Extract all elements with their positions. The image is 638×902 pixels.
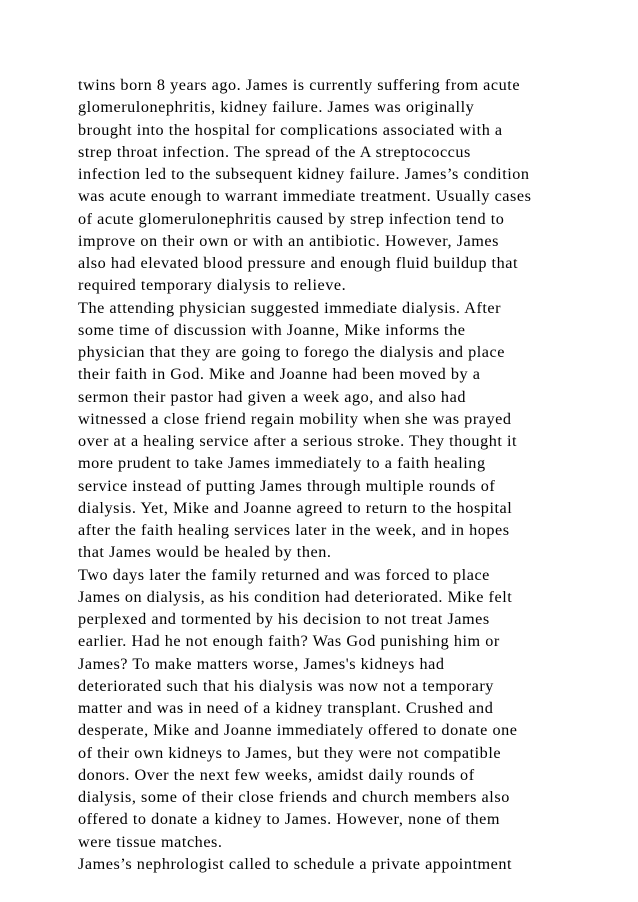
text-line: perplexed and tormented by his decision to not treat James: [78, 610, 490, 628]
text-line: was acute enough to warrant immediate treatment. Usually cases: [78, 187, 532, 206]
text-line: James’s nephrologist called to schedule a private appointment: [78, 854, 513, 873]
text-line: glomerulonephritis, kidney failure. James was originally: [78, 98, 475, 117]
text-line: after the faith healing services later in the week, and in hopes: [78, 521, 510, 539]
text-line: their faith in God. Mike and Joanne had been moved by a: [78, 365, 481, 384]
text-line: some time of discussion with Joanne, Mike informs the: [78, 320, 466, 339]
text-line: witnessed a close friend regain mobility when she was prayed: [78, 409, 512, 428]
text-line: offered to donate a kidney to James. However, none of them: [78, 810, 501, 829]
document-page: [78, 74, 598, 875]
text-line: required temporary dialysis to relieve.: [78, 276, 347, 295]
text-line: deteriorated such that his dialysis was now not a temporary: [78, 676, 494, 695]
text-line: strep throat infection. The spread of the A streptococcus: [78, 142, 471, 161]
text-line: over at a healing service after a serious stroke. They thought it: [78, 432, 518, 450]
text-line: earlier. Had he not enough faith? Was God punishing him or: [78, 632, 500, 651]
text-line: more prudent to take James immediately to a faith healing: [78, 454, 486, 473]
text-line: physician that they are going to forego the dialysis and place: [78, 343, 505, 361]
text-line: of acute glomerulonephritis caused by strep infection tend to: [78, 209, 505, 228]
text-line: dialysis. Yet, Mike and Joanne agreed to return to the hospital: [78, 498, 513, 517]
text-line: desperate, Mike and Joanne immediately offered to donate one: [78, 721, 518, 740]
text-line: of their own kidneys to James, but they were not compatible: [78, 743, 502, 762]
text-line: brought into the hospital for complications associated with a: [78, 120, 503, 139]
text-line: matter and was in need of a kidney transplant. Crushed and: [78, 699, 494, 717]
text-line: infection led to the subsequent kidney failure. James’s condition: [78, 165, 530, 183]
text-line: sermon their pastor had given a week ago, and also had: [78, 387, 466, 406]
text-line: Two days later the family returned and was forced to place: [78, 565, 490, 584]
text-line: donors. Over the next few weeks, amidst daily rounds of: [78, 765, 475, 784]
text-line: James? To make matters worse, James's kidneys had: [78, 654, 445, 673]
text-line: service instead of putting James through multiple rounds of: [78, 476, 496, 495]
text-line: improve on their own or with an antibiotic. However, James: [78, 231, 500, 250]
text-line: also had elevated blood pressure and enough fluid buildup that: [78, 254, 519, 272]
text-line: dialysis, some of their close friends and church members also: [78, 788, 510, 806]
text-line: that James would be healed by then.: [78, 543, 332, 562]
text-line: were tissue matches.: [78, 832, 223, 851]
text-line: The attending physician suggested immediate dialysis. After: [78, 298, 502, 317]
text-line: twins born 8 years ago. James is currently suffering from acute: [78, 76, 521, 94]
text-line: James on dialysis, as his condition had deteriorated. Mike felt: [78, 587, 513, 606]
